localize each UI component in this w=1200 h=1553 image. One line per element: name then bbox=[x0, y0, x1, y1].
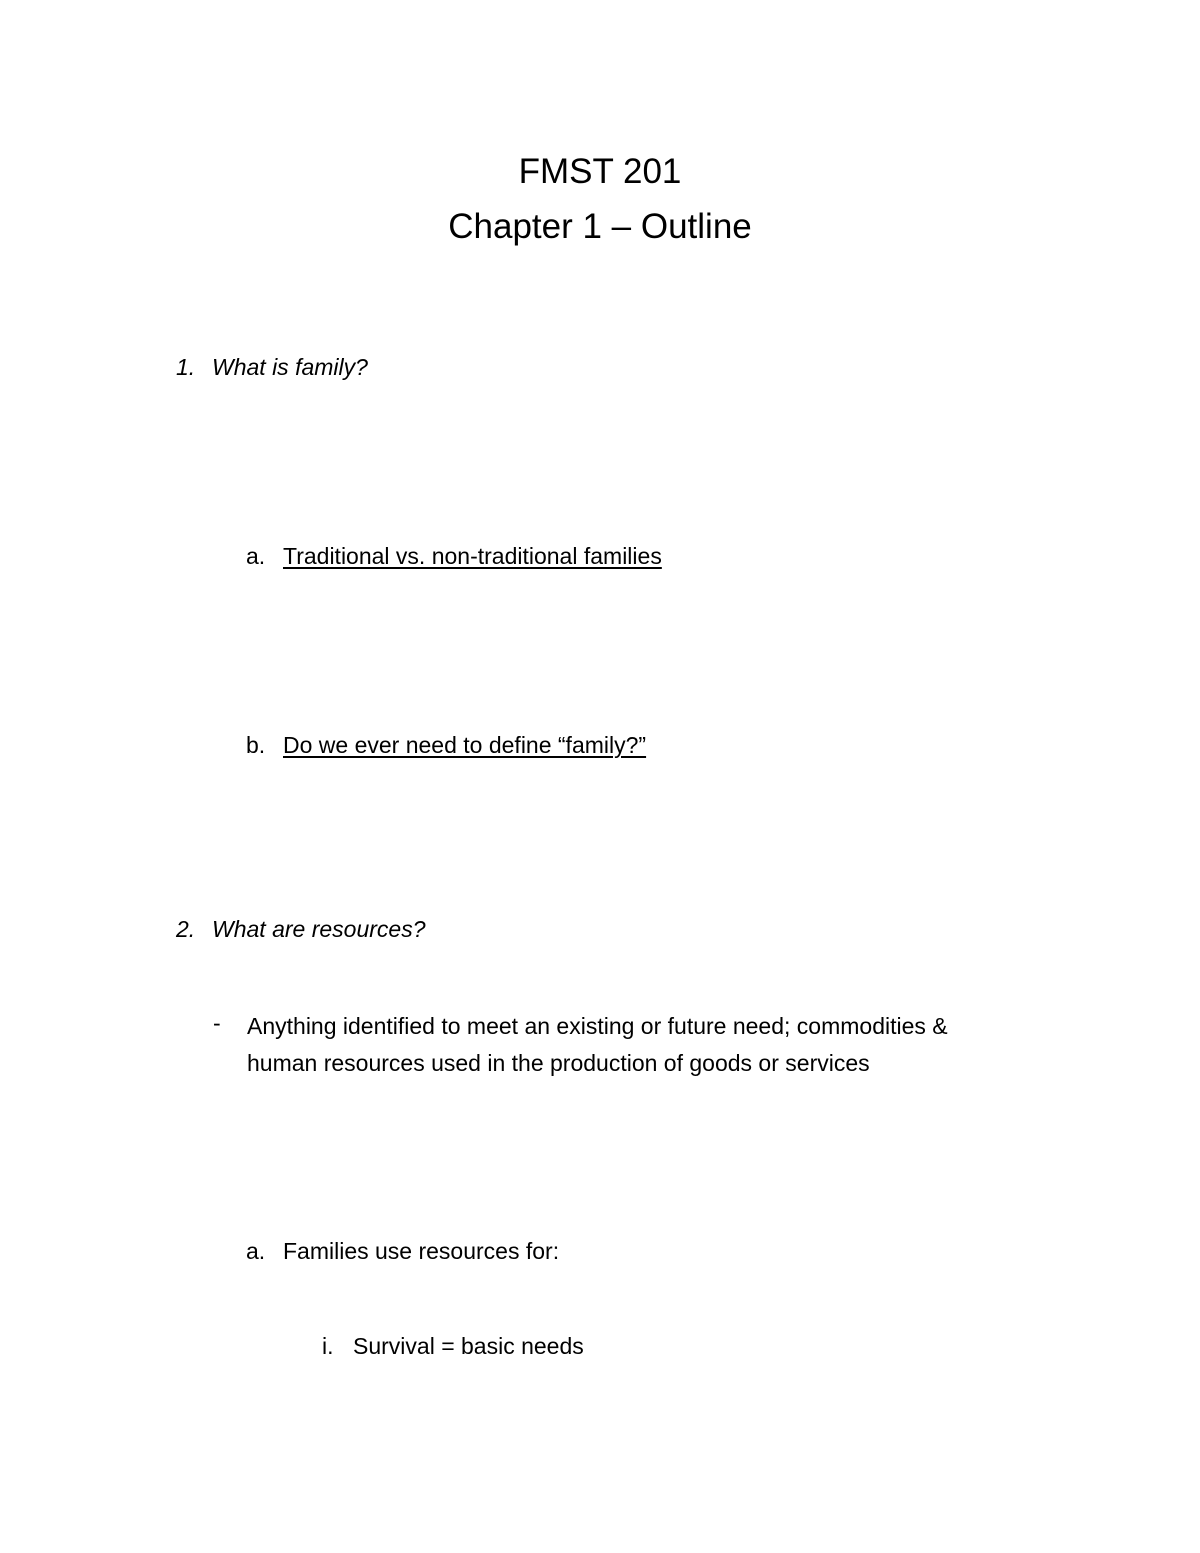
course-title: FMST 201 bbox=[518, 152, 682, 191]
outline-item-1 bbox=[0, 352, 1200, 384]
chapter-title: Chapter 1 – Outline bbox=[448, 207, 752, 246]
outline-item-2a bbox=[0, 1236, 1200, 1268]
item-2a-text: Families use resources for: bbox=[283, 1238, 560, 1264]
item-2-marker: 2. bbox=[176, 916, 196, 942]
item-1b-text: Do we ever need to define “family?” bbox=[283, 732, 647, 758]
item-2a-marker: a. bbox=[246, 1238, 266, 1264]
definition-text bbox=[247, 1008, 1047, 1082]
outline-item-1a bbox=[0, 541, 1200, 573]
definition-line-1: Anything identified to meet an existing or future need; commodities & bbox=[247, 1013, 948, 1039]
item-1a-text: Traditional vs. non-traditional families bbox=[283, 543, 662, 569]
item-2ai-marker: i. bbox=[322, 1333, 334, 1359]
item-1-marker: 1. bbox=[176, 354, 196, 380]
outline-item-1b bbox=[0, 730, 1200, 762]
outline-item-2 bbox=[0, 914, 1200, 946]
item-1b-marker: b. bbox=[246, 732, 266, 758]
item-1-text: What is family? bbox=[212, 354, 368, 380]
definition-line-2: human resources used in the production of goods or services bbox=[247, 1050, 870, 1076]
outline-item-2a-i bbox=[0, 1331, 1200, 1363]
item-2-text: What are resources? bbox=[212, 916, 426, 942]
dash-marker: - bbox=[213, 1010, 221, 1036]
item-2ai-text: Survival = basic needs bbox=[353, 1333, 584, 1359]
item-1a-marker: a. bbox=[246, 543, 266, 569]
outline-item-2-definition bbox=[0, 1008, 1200, 1078]
